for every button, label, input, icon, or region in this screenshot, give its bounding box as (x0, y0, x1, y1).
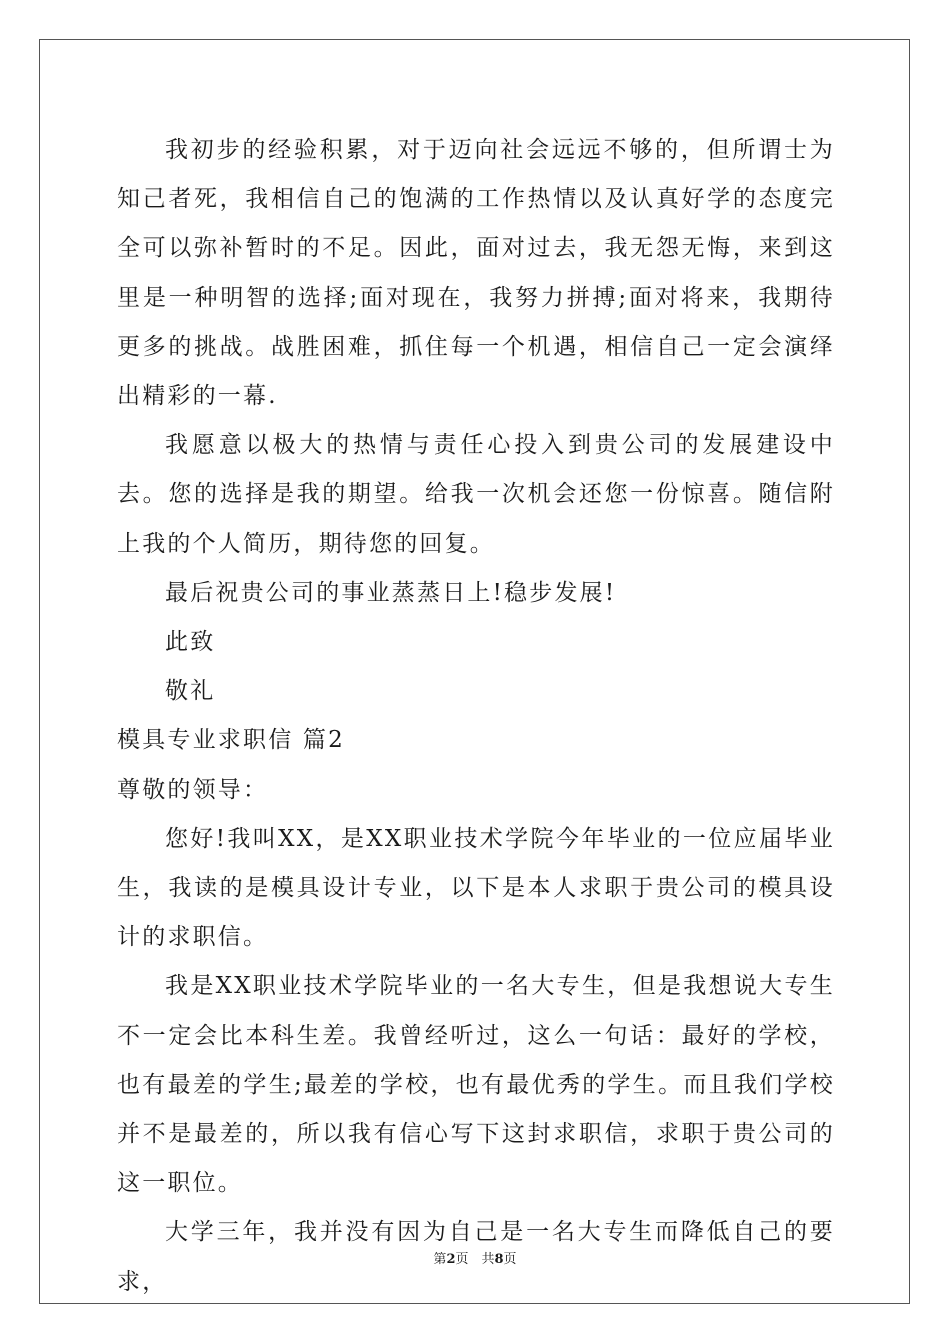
closing-salutation: 敬礼 (165, 678, 216, 705)
paragraph: 我是XX职业技术学院毕业的一名大专生，但是我想说大专生不一定会比本科生差。我曾经听过，这么一句话：最好的学校，也有最差的学生;最差的学校，也有最优秀的学生。而且我们学校并不是最差的，所以我有信心写下这封求职信，求职于贵公司的这一职位。 (117, 973, 835, 1197)
greeting: 尊敬的领导： (117, 776, 269, 803)
closing-line: 此致 (165, 629, 216, 656)
paragraph: 大学三年，我并没有因为自己是一名大专生而降低自己的要求， (117, 1219, 835, 1295)
paragraph: 最后祝贵公司的事业蒸蒸日上!稳步发展! (165, 579, 617, 606)
footer-mid: 页 共 (455, 1252, 495, 1267)
section-heading: 模具专业求职信 篇2 (117, 727, 345, 754)
total-page-number: 8 (494, 1252, 504, 1267)
document-body (117, 126, 835, 1307)
paragraph: 我愿意以极大的热情与责任心投入到贵公司的发展建设中去。您的选择是我的期望。给我一次机会还您一份惊喜。随信附上我的个人简历，期待您的回复。 (117, 432, 835, 557)
paragraph: 您好!我叫XX，是XX职业技术学院今年毕业的一位应届毕业生，我读的是模具设计专业，以下是本人求职于贵公司的模具设计的求职信。 (117, 825, 835, 951)
page-footer (0, 1248, 950, 1267)
current-page-number: 2 (446, 1252, 456, 1267)
footer-suffix: 页 (503, 1252, 517, 1267)
paragraph: 我初步的经验积累，对于迈向社会远远不够的，但所谓士为知己者死，我相信自己的饱满的工作热情以及认真好学的态度完全可以弥补暂时的不足。因此，面对过去，我无怨无悔，来到这里是一种明智的选择;面对现在，我努力拼搏;面对将来，我期待更多的挑战。战胜困难，抓住每一个机遇，相信自己一定会演绎出精彩的一幕. (117, 137, 835, 410)
footer-prefix: 第 (433, 1252, 447, 1267)
